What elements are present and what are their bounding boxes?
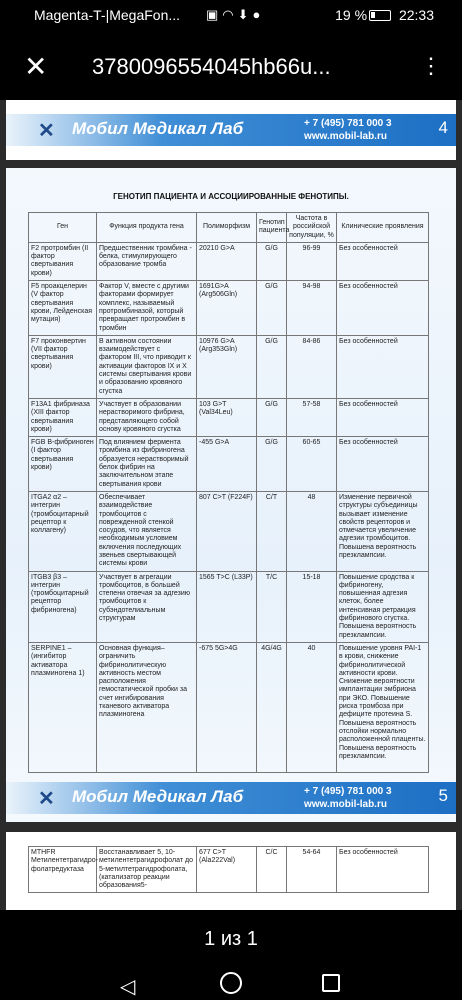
gene-cell: SERPINE1 – (ингибитор активатора плазминогена 1)	[29, 642, 97, 772]
clinical-cell: Без особенностей	[337, 335, 429, 398]
viewer-toolbar	[0, 40, 462, 96]
clinical-cell: Без особенностей	[337, 281, 429, 336]
status-bar	[0, 0, 462, 32]
phone-number: + 7 (495) 781 000 3	[304, 786, 392, 797]
polymorphism-cell: -455 G>A	[197, 437, 257, 492]
function-cell: В активном состоянии взаимодействует с фактором III, что приводит к активации факторов IX и X системы свертывания крови и образованию кровяного сгустка	[97, 335, 197, 398]
gene-cell: F13A1 фибриназа (XIII фактор свертывания крови)	[29, 398, 97, 436]
phone-number: + 7 (495) 781 000 3	[304, 118, 392, 129]
polymorphism-cell: 677 C>T (Ala222Val)	[197, 847, 257, 893]
clinical-cell: Без особенностей	[337, 437, 429, 492]
frequency-cell: 84-86	[287, 335, 337, 398]
page-footer	[6, 782, 456, 814]
pdf-page-4	[6, 100, 456, 160]
clock: 22:33	[398, 7, 434, 23]
status-icons	[206, 7, 264, 23]
table-row	[29, 335, 429, 398]
col-header: Частота в российской популяции, %	[287, 213, 337, 243]
document-title: 3780096554045hb66u...	[92, 54, 331, 79]
recent-apps-icon[interactable]	[322, 974, 340, 992]
genotype-table	[28, 212, 429, 773]
frequency-cell: 60-65	[287, 437, 337, 492]
function-cell: Участвует в агрегации тромбоцитов, в большей степени отвечая за адгезию тромбоцитов к субэндотелиальным структурам	[97, 571, 197, 642]
gene-cell: F5 проакцелерин (V фактор свертывания крови, Лейденская мутация)	[29, 281, 97, 336]
more-options-icon[interactable]: ⋮	[420, 53, 442, 78]
gene-cell: MTHFR Метилентетрагидро-фолатредуктаза	[29, 847, 97, 893]
function-cell: Восстанавливает 5, 10-метилентетрагидрофолат до 5-метилтетрагидрофолата, (катализатор реакции образования5-	[97, 847, 197, 893]
contact-block	[304, 785, 392, 811]
frequency-cell: 48	[287, 491, 337, 571]
clinical-cell: Изменение первичной структуры субъединицы вызывает изменение свойств рецепторов и отмечается увеличение адгезии тромбоцитов. Повышена вероятность презклампсии.	[337, 491, 429, 571]
wifi-icon: ◠	[222, 7, 238, 22]
frequency-cell: 94-98	[287, 281, 337, 336]
function-cell: Фактор V, вместе с другими факторами формирует комплекс, называемый протромбиназой, который превращает протромбин в тромбин	[97, 281, 197, 336]
polymorphism-cell: 10976 G>A (Arg353Gln)	[197, 335, 257, 398]
function-cell: Обеспечивает взаимодействие тромбоцитов с поврежденной стенкой сосудов, что является необходимым условием включения последующих звеньев свертывающей системы крови	[97, 491, 197, 571]
battery-icon	[369, 10, 391, 21]
table-header-row	[29, 213, 429, 243]
polymorphism-cell: -675 5G>4G	[197, 642, 257, 772]
genotype-cell: G/G	[257, 335, 287, 398]
gene-cell: FGB В-фибриноген (I фактор свертывания крови)	[29, 437, 97, 492]
gene-cell: ITGA2 α2 – интегрин (тромбоцитарный рецептор к коллагену)	[29, 491, 97, 571]
lab-logo-icon: ✕	[38, 788, 55, 810]
polymorphism-cell: 1565 T>C (L33P)	[197, 571, 257, 642]
website: www.mobil-lab.ru	[304, 131, 387, 142]
genotype-cell: C/T	[257, 491, 287, 571]
status-right	[335, 7, 434, 23]
genotype-cell: G/G	[257, 242, 287, 280]
genotype-cell: G/G	[257, 281, 287, 336]
pdf-page-6	[6, 832, 456, 910]
page-number: 5	[438, 786, 448, 805]
gene-cell: F7 проконвертин (VII фактор свертывания крови)	[29, 335, 97, 398]
gene-cell: ITGB3 β3 – интегрин (тромбоцитарный рецептор фибриногена)	[29, 571, 97, 642]
polymorphism-cell: 103 G>T (Val34Leu)	[197, 398, 257, 436]
table-row	[29, 847, 429, 893]
shazam-icon: ●	[252, 7, 265, 22]
polymorphism-cell: 807 C>T (F224F)	[197, 491, 257, 571]
close-icon[interactable]: ✕	[24, 51, 48, 82]
battery-percent: 19 %	[335, 7, 368, 23]
table-row	[29, 491, 429, 571]
genotype-cell: C/C	[257, 847, 287, 893]
clinical-cell: Без особенностей	[337, 847, 429, 893]
clinical-cell: Повышение сродства к фибриногену, повышенная адгезия клеток, более интенсивная ретракция фибринового сгустка. Повышена вероятность презклампсии.	[337, 571, 429, 642]
page-header	[6, 114, 456, 146]
frequency-cell: 40	[287, 642, 337, 772]
gene-cell: F2 протромбин (II фактор свертывания крови)	[29, 242, 97, 280]
col-header: Генотип пациента	[257, 213, 287, 243]
table-row	[29, 437, 429, 492]
col-header: Полиморфизм	[197, 213, 257, 243]
table-row	[29, 242, 429, 280]
document-viewport[interactable]	[0, 100, 462, 910]
polymorphism-cell: 20210 G>A	[197, 242, 257, 280]
website: www.mobil-lab.ru	[304, 799, 387, 810]
back-icon[interactable]: ◁	[120, 976, 136, 998]
function-cell: Под влиянием фермента тромбина из фибриногена образуется нерастворимый белок фибрин на заключительном этапе свертывания крови	[97, 437, 197, 492]
page-number: 4	[438, 118, 448, 137]
image-icon: ▣	[206, 7, 223, 22]
polymorphism-cell: 1691G>A (Arg506Gln)	[197, 281, 257, 336]
genotype-cell: 4G/4G	[257, 642, 287, 772]
brand-name: Мобил Медикал Лаб	[72, 787, 244, 806]
pdf-page-5	[6, 168, 456, 822]
function-cell: Участвует в образовании нерастворимого фибрина, представляющего собой основу кровяного сгустка	[97, 398, 197, 436]
genotype-cell: G/G	[257, 398, 287, 436]
bottom-bar	[0, 910, 462, 1000]
lab-logo-icon: ✕	[38, 120, 55, 142]
col-header: Ген	[29, 213, 97, 243]
clinical-cell: Без особенностей	[337, 398, 429, 436]
col-header: Клинические проявления	[337, 213, 429, 243]
brand-name: Мобил Медикал Лаб	[72, 119, 244, 138]
download-icon: ⬇	[237, 7, 253, 22]
function-cell: Основная функция– ограничить фибринолитическую активность местом расположения гемостатической пробки за счет ингибирования тканевого активатора плазминогена	[97, 642, 197, 772]
frequency-cell: 54-64	[287, 847, 337, 893]
genotype-table-continued	[28, 846, 429, 893]
contact-block	[304, 117, 392, 143]
col-header: Функция продукта гена	[97, 213, 197, 243]
table-row	[29, 642, 429, 772]
carrier-label: Magenta-T-|MegaFon...	[34, 7, 181, 23]
table-title: ГЕНОТИП ПАЦИЕНТА И АССОЦИИРОВАННЫЕ ФЕНОТИПЫ.	[113, 192, 349, 201]
table-row	[29, 398, 429, 436]
page-indicator: 1 из 1	[204, 928, 258, 950]
frequency-cell: 57-58	[287, 398, 337, 436]
genotype-cell: T/C	[257, 571, 287, 642]
function-cell: Предшественник тромбина - белка, стимулирующего образование тромба	[97, 242, 197, 280]
table-row	[29, 281, 429, 336]
table-row	[29, 571, 429, 642]
frequency-cell: 96-99	[287, 242, 337, 280]
genotype-cell: G/G	[257, 437, 287, 492]
frequency-cell: 15-18	[287, 571, 337, 642]
clinical-cell: Без особенностей	[337, 242, 429, 280]
home-icon[interactable]	[220, 972, 242, 994]
clinical-cell: Повышение уровня PAI-1 в крови, снижение фибринолитической активности крови. Снижение вероятности имплантации эмбриона при ЭКО. Повышение риска тромбоза при дефиците протеина S. Повышена вероятность отслойки нормально расположенной плаценты. Повышена вероятность презклампсии.	[337, 642, 429, 772]
